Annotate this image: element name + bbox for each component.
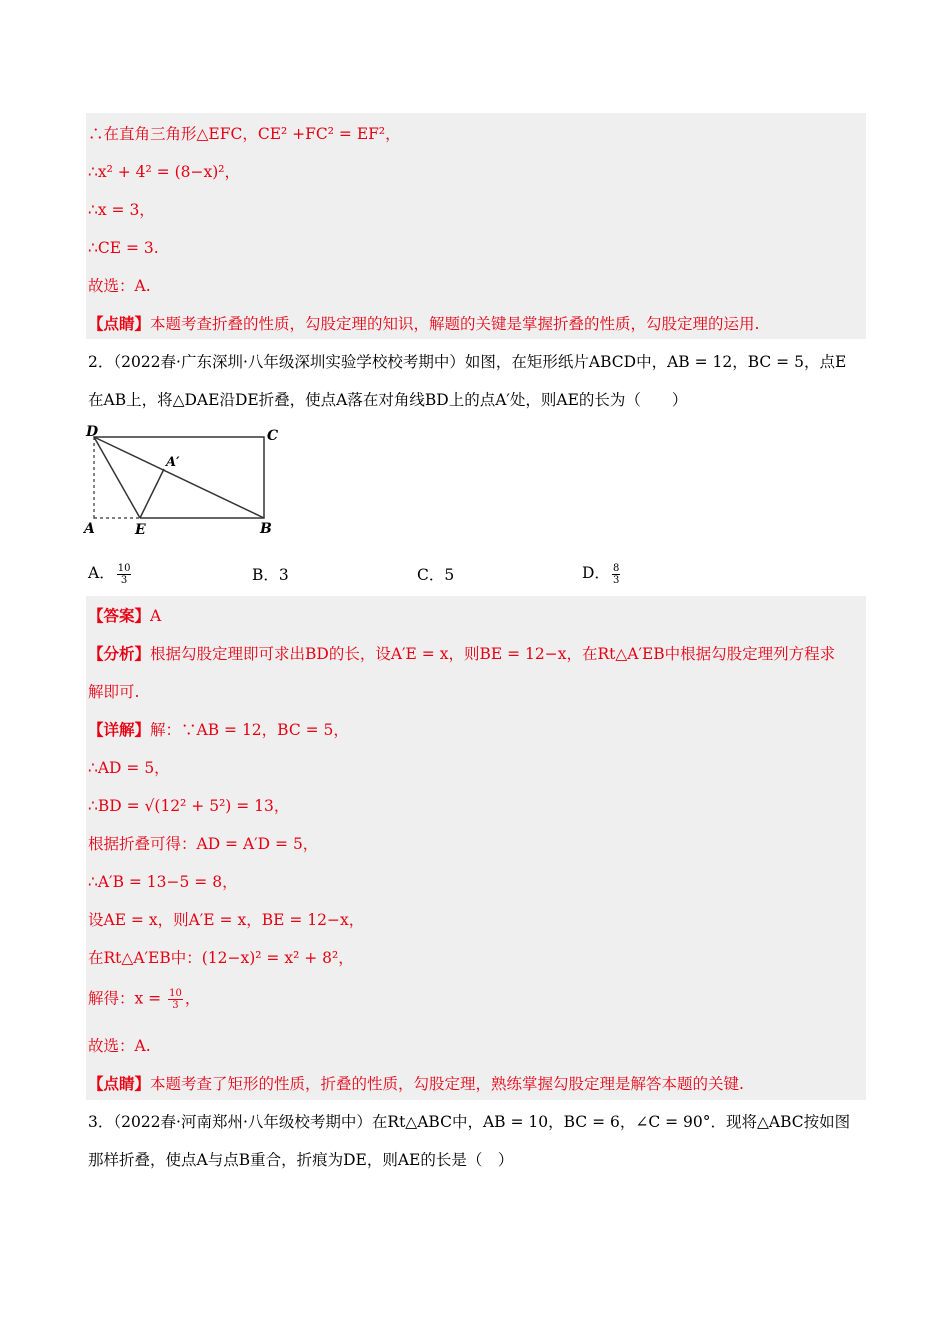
b1-line4: ∴CE = 3. — [88, 239, 159, 257]
b2-detail9: 故选：A. — [88, 1037, 151, 1055]
option-a-num: 10 — [117, 562, 131, 574]
b2-analysis-text2: 解即可. — [88, 683, 140, 701]
b1-line5: 故选：A. — [88, 277, 151, 295]
label-c: C — [267, 428, 279, 444]
b2-detail8-num: 10 — [169, 988, 182, 999]
b2-detail6: 设AE = x，则A′E = x，BE = 12−x， — [88, 911, 365, 929]
b2-detail8-fraction — [168, 988, 183, 1011]
b2-detail8-den: 3 — [172, 1000, 179, 1011]
label-b: B — [260, 521, 272, 537]
b2-detail3: ∴BD = √(12² + 5²) = 13， — [88, 797, 290, 815]
option-a-fraction — [117, 563, 132, 586]
q2-line2: 在AB上，将△DAE沿DE折叠，使点A落在对角线BD上的点A′处，则AE的长为（ ） — [88, 391, 688, 409]
solution-block-1 — [86, 113, 866, 339]
option-b[interactable]: B．3 — [252, 566, 289, 584]
option-d-label: D． — [582, 564, 610, 582]
option-d-fraction — [612, 563, 620, 586]
label-e: E — [135, 522, 146, 538]
b2-detail1: 解：∵AB = 12，BC = 5， — [150, 721, 349, 739]
segment-ea1 — [140, 469, 164, 518]
b2-dianjing-tag: 【点睛】 — [88, 1074, 151, 1093]
option-d-den: 3 — [612, 574, 620, 586]
option-d[interactable] — [582, 561, 622, 586]
b2-analysis — [88, 644, 835, 664]
b2-detail8-suffix: ， — [184, 989, 201, 1008]
b1-line2: ∴x² + 4² = (8−x)²， — [88, 163, 240, 181]
option-c[interactable]: C．5 — [417, 566, 455, 584]
q3-line1: 3．（2022春·河南郑州·八年级校考期中）在Rt△ABC中，AB = 10，BC = 6，∠C = 90°．现将△ABC按如图 — [88, 1113, 851, 1131]
b2-detail8-prefix: 解得：x = — [88, 989, 167, 1008]
b2-detail7: 在Rt△A′EB中：(12−x)² = x² + 8²， — [88, 949, 354, 967]
b1-line1: ∴在直角三角形△EFC，CE² +FC² = EF²， — [88, 125, 401, 143]
q2-line1: 2．（2022春·广东深圳·八年级深圳实验学校校考期中）如图，在矩形纸片ABCD中，AB = 12，BC = 5，点E — [88, 353, 847, 371]
b1-dianjing-tag: 【点睛】 — [88, 314, 151, 333]
b2-detail2: ∴AD = 5， — [88, 759, 170, 777]
option-d-num: 8 — [612, 562, 620, 574]
option-a-den: 3 — [120, 574, 128, 586]
q3-line2: 那样折叠，使点A与点B重合，折痕为DE，则AE的长是（ ） — [88, 1151, 514, 1169]
b1-dianjing-text: 本题考查折叠的性质，勾股定理的知识，解题的关键是掌握折叠的性质，勾股定理的运用. — [150, 315, 760, 333]
b2-detail-tag: 【详解】 — [88, 720, 151, 739]
b2-analysis-tag: 【分析】 — [88, 644, 151, 663]
option-a-label: A． — [88, 564, 115, 582]
option-a[interactable] — [88, 561, 133, 586]
b1-line3: ∴x = 3， — [88, 201, 155, 219]
b2-detail — [88, 720, 349, 740]
b1-dianjing — [88, 314, 759, 334]
b2-detail5: ∴A′B = 13−5 = 8， — [88, 873, 238, 891]
q2-rectangle-figure — [80, 420, 290, 542]
diagonal-bd — [94, 437, 264, 518]
b2-analysis-text1: 根据勾股定理即可求出BD的长，设A′E = x，则BE = 12−x，在Rt△A′EB中根据勾股定理列方程求 — [150, 645, 836, 663]
b2-detail4: 根据折叠可得：AD = A′D = 5， — [88, 835, 319, 853]
label-a1: A′ — [166, 455, 180, 470]
b2-answer — [88, 606, 161, 626]
fold-de — [94, 437, 140, 518]
b2-dianjing-text: 本题考查了矩形的性质，折叠的性质，勾股定理，熟练掌握勾股定理是解答本题的关键. — [150, 1075, 744, 1093]
b2-detail8 — [88, 988, 200, 1011]
b2-answer-value: A — [150, 607, 162, 625]
b2-answer-tag: 【答案】 — [88, 606, 151, 625]
b2-dianjing — [88, 1074, 744, 1094]
label-a: A — [84, 521, 95, 537]
label-d: D — [86, 424, 99, 440]
